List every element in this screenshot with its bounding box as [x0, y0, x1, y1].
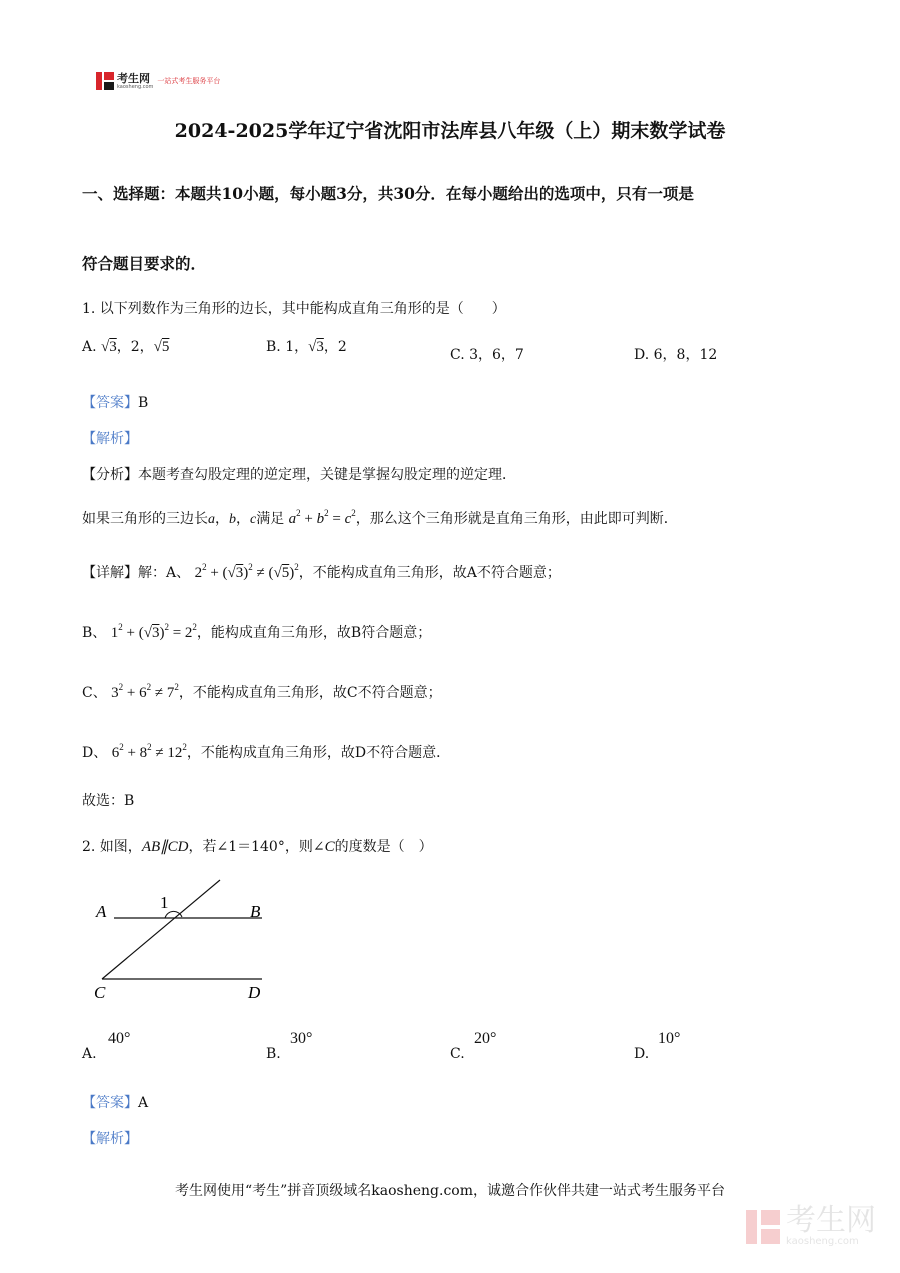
- q2-parallel-lines-figure: [90, 872, 280, 1002]
- watermark: [746, 1203, 876, 1247]
- q2-option-d-label: D.: [634, 1046, 650, 1062]
- watermark-domain: kaosheng.com: [786, 1236, 859, 1247]
- q2-option-c-label: C.: [450, 1046, 465, 1062]
- page-title: 2024-2025学年辽宁省沈阳市法库县八年级（上）期末数学试卷: [174, 120, 726, 142]
- q1-detail-c: C、 $3^2 + 6^2 \ne 7^2$，不能构成直角三角形，故C不符合题意；: [82, 682, 442, 701]
- logo-name: 考生网: [117, 71, 150, 85]
- q1-option-d: D. 6，8，12: [634, 347, 718, 363]
- q1-option-b: B. 1，√3，2: [266, 339, 347, 355]
- q2-analysis-tag: 【解析】: [82, 1131, 138, 1147]
- q2-option-b-label: B.: [266, 1046, 281, 1062]
- watermark-name: 考生网: [786, 1203, 876, 1238]
- kaosheng-logo-icon: [96, 72, 114, 90]
- q1-condition: 如果三角形的三边长a，b，c满足 $a^2 + b^2 = c^2$，那么这个三角形就是直角三角形，由此即可判断．: [82, 508, 678, 527]
- q1-option-a: A. √3，2，√5: [82, 339, 170, 355]
- q2-option-a: 40°: [108, 1030, 131, 1047]
- q1-stem: 1. 以下列数作为三角形的边长，其中能构成直角三角形的是（ ）: [82, 301, 506, 317]
- q2-answer: 【答案】A: [82, 1095, 149, 1111]
- q2-option-c: 20°: [474, 1030, 497, 1047]
- sqrt-3: √3: [101, 339, 117, 355]
- label-b: B: [250, 902, 261, 921]
- q1-analysis-tag: 【解析】: [82, 431, 138, 447]
- label-d: D: [248, 983, 261, 1002]
- section-heading-line1: 一、选择题：本题共10小题，每小题3分，共30分．在每小题给出的选项中，只有一项是: [82, 184, 694, 203]
- logo-domain: kaosheng.com: [117, 83, 154, 90]
- q1-option-c: C. 3，6，7: [450, 347, 524, 363]
- q1-detail-a: 【详解】解：A、 $2^2 + (√3)^2 \ne (√5)^2$，不能构成直角三角形，故A不符合题意；: [82, 562, 561, 581]
- label-a: A: [96, 902, 107, 921]
- logo-slogan: 一站式考生服务平台: [157, 77, 221, 85]
- page-footer: 考生网使用“考生”拼音顶级域名kaosheng.com，诚邀合作伙伴共建一站式考生服务平台: [174, 1183, 726, 1199]
- section-heading-line2: 符合题目要求的．: [82, 254, 207, 273]
- sqrt-5: √5: [153, 339, 170, 355]
- q2-stem: 2. 如图，AB∥CD，若∠1＝140°，则∠C的度数是（ ）: [82, 839, 433, 855]
- q1-answer: 【答案】B: [82, 395, 149, 411]
- header-logo: [96, 72, 220, 90]
- q1-detail-b: B、 $1^2 + (√3)^2 = 2^2$，能构成直角三角形，故B符合题意；: [82, 622, 432, 641]
- label-c: C: [94, 983, 106, 1002]
- q2-option-d: 10°: [658, 1030, 681, 1047]
- q1-conclusion: 故选：B: [82, 793, 135, 809]
- q1-detail-d: D、 $6^2 + 8^2 \ne 12^2$，不能构成直角三角形，故D不符合题意．: [82, 742, 451, 761]
- q1-fenxi: 【分析】本题考查勾股定理的逆定理，关键是掌握勾股定理的逆定理．: [82, 467, 516, 483]
- watermark-logo-icon: [746, 1210, 780, 1244]
- q2-option-b: 30°: [290, 1030, 313, 1047]
- label-angle-1: 1: [160, 893, 169, 912]
- q2-option-a-label: A.: [82, 1046, 97, 1062]
